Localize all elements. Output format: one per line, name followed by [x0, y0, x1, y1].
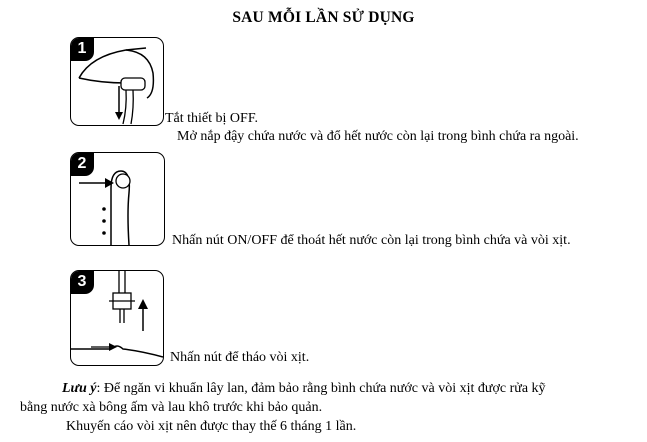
note-line-3: Khuyến cáo vòi xịt nên được thay thế 6 tháng 1 lần.: [66, 419, 357, 434]
step-2-illustration: [70, 152, 165, 246]
note-paragraph: [62, 381, 546, 397]
note-line-2: bằng nước xà bông ấm và lau khô trước khi bảo quản.: [20, 400, 323, 415]
note-text: : Để ngăn vi khuẩn lây lan, đảm bảo rằng bình chứa nước và vòi xịt được rửa kỹ: [96, 381, 546, 396]
step-1-line-2: Mở nắp đậy chứa nước và đổ hết nước còn lại trong bình chứa ra ngoài.: [177, 129, 579, 144]
step-3-illustration: [70, 270, 164, 366]
step-2-badge: 2: [70, 152, 94, 176]
step-1-illustration: [70, 37, 164, 126]
step-1-line-1: Tắt thiết bị OFF.: [165, 111, 258, 126]
step-3-badge: 3: [70, 270, 94, 294]
step-2-line-1: Nhấn nút ON/OFF để thoát hết nước còn lại trong bình chứa và vòi xịt.: [172, 233, 571, 248]
step-1-badge: 1: [70, 37, 94, 61]
note-label: Lưu ý: [62, 381, 97, 396]
step-3-line-1: Nhấn nút để tháo vòi xịt.: [170, 350, 310, 365]
page-title: SAU MỖI LẦN SỬ DỤNG: [232, 9, 415, 26]
